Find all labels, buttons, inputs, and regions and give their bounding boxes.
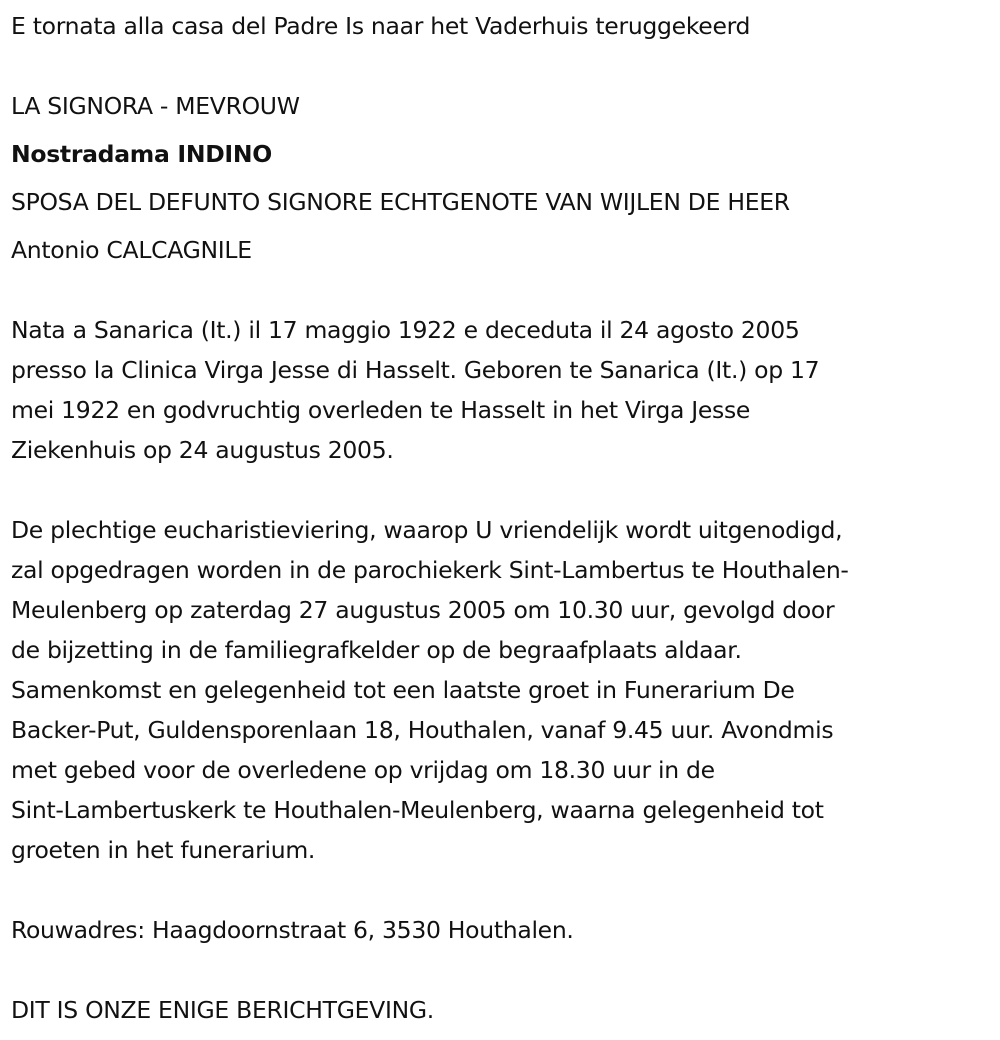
spouse-name: Antonio CALCAGNILE: [11, 236, 252, 264]
mourning-address: Rouwadres: Haagdoornstraat 6, 3530 Houthalen.: [11, 916, 574, 944]
paragraph-line: met gebed voor de overledene op vrijdag om 18.30 uur in de: [11, 756, 715, 784]
paragraph-line: mei 1922 en godvruchtig overleden te Hasselt in het Virga Jesse: [11, 396, 751, 424]
spouse-label: SPOSA DEL DEFUNTO SIGNORE ECHTGENOTE VAN WIJLEN DE HEER: [11, 188, 790, 216]
paragraph-line: Ziekenhuis op 24 augustus 2005.: [11, 436, 394, 464]
deceased-name: Nostradama INDINO: [11, 140, 272, 168]
paragraph-line: Backer-Put, Guldensporenlaan 18, Houthalen, vanaf 9.45 uur. Avondmis: [11, 716, 834, 744]
paragraph-line: De plechtige eucharistieviering, waarop U vriendelijk wordt uitgenodigd,: [11, 516, 843, 544]
only-notice: DIT IS ONZE ENIGE BERICHTGEVING.: [11, 996, 434, 1024]
paragraph-line: Samenkomst en gelegenheid tot een laatste groet in Funerarium De: [11, 676, 795, 704]
birth-death-paragraph: [11, 310, 993, 470]
paragraph-line: zal opgedragen worden in de parochiekerk Sint-Lambertus te Houthalen-: [11, 556, 849, 584]
paragraph-line: de bijzetting in de familiegrafkelder op de begraafplaats aldaar.: [11, 636, 742, 664]
paragraph-line: presso la Clinica Virga Jesse di Hasselt. Geboren te Sanarica (It.) op 17: [11, 356, 820, 384]
paragraph-line: Nata a Sanarica (It.) il 17 maggio 1922 e deceduta il 24 agosto 2005: [11, 316, 800, 344]
person-title: LA SIGNORA - MEVROUW: [11, 92, 300, 120]
paragraph-line: groeten in het funerarium.: [11, 836, 316, 864]
paragraph-line: Sint-Lambertuskerk te Houthalen-Meulenberg, waarna gelegenheid tot: [11, 796, 824, 824]
returned-to-father-line: E tornata alla casa del Padre Is naar het Vaderhuis teruggekeerd: [11, 12, 751, 40]
paragraph-line: Meulenberg op zaterdag 27 augustus 2005 om 10.30 uur, gevolgd door: [11, 596, 835, 624]
ceremony-paragraph: [11, 510, 1000, 870]
